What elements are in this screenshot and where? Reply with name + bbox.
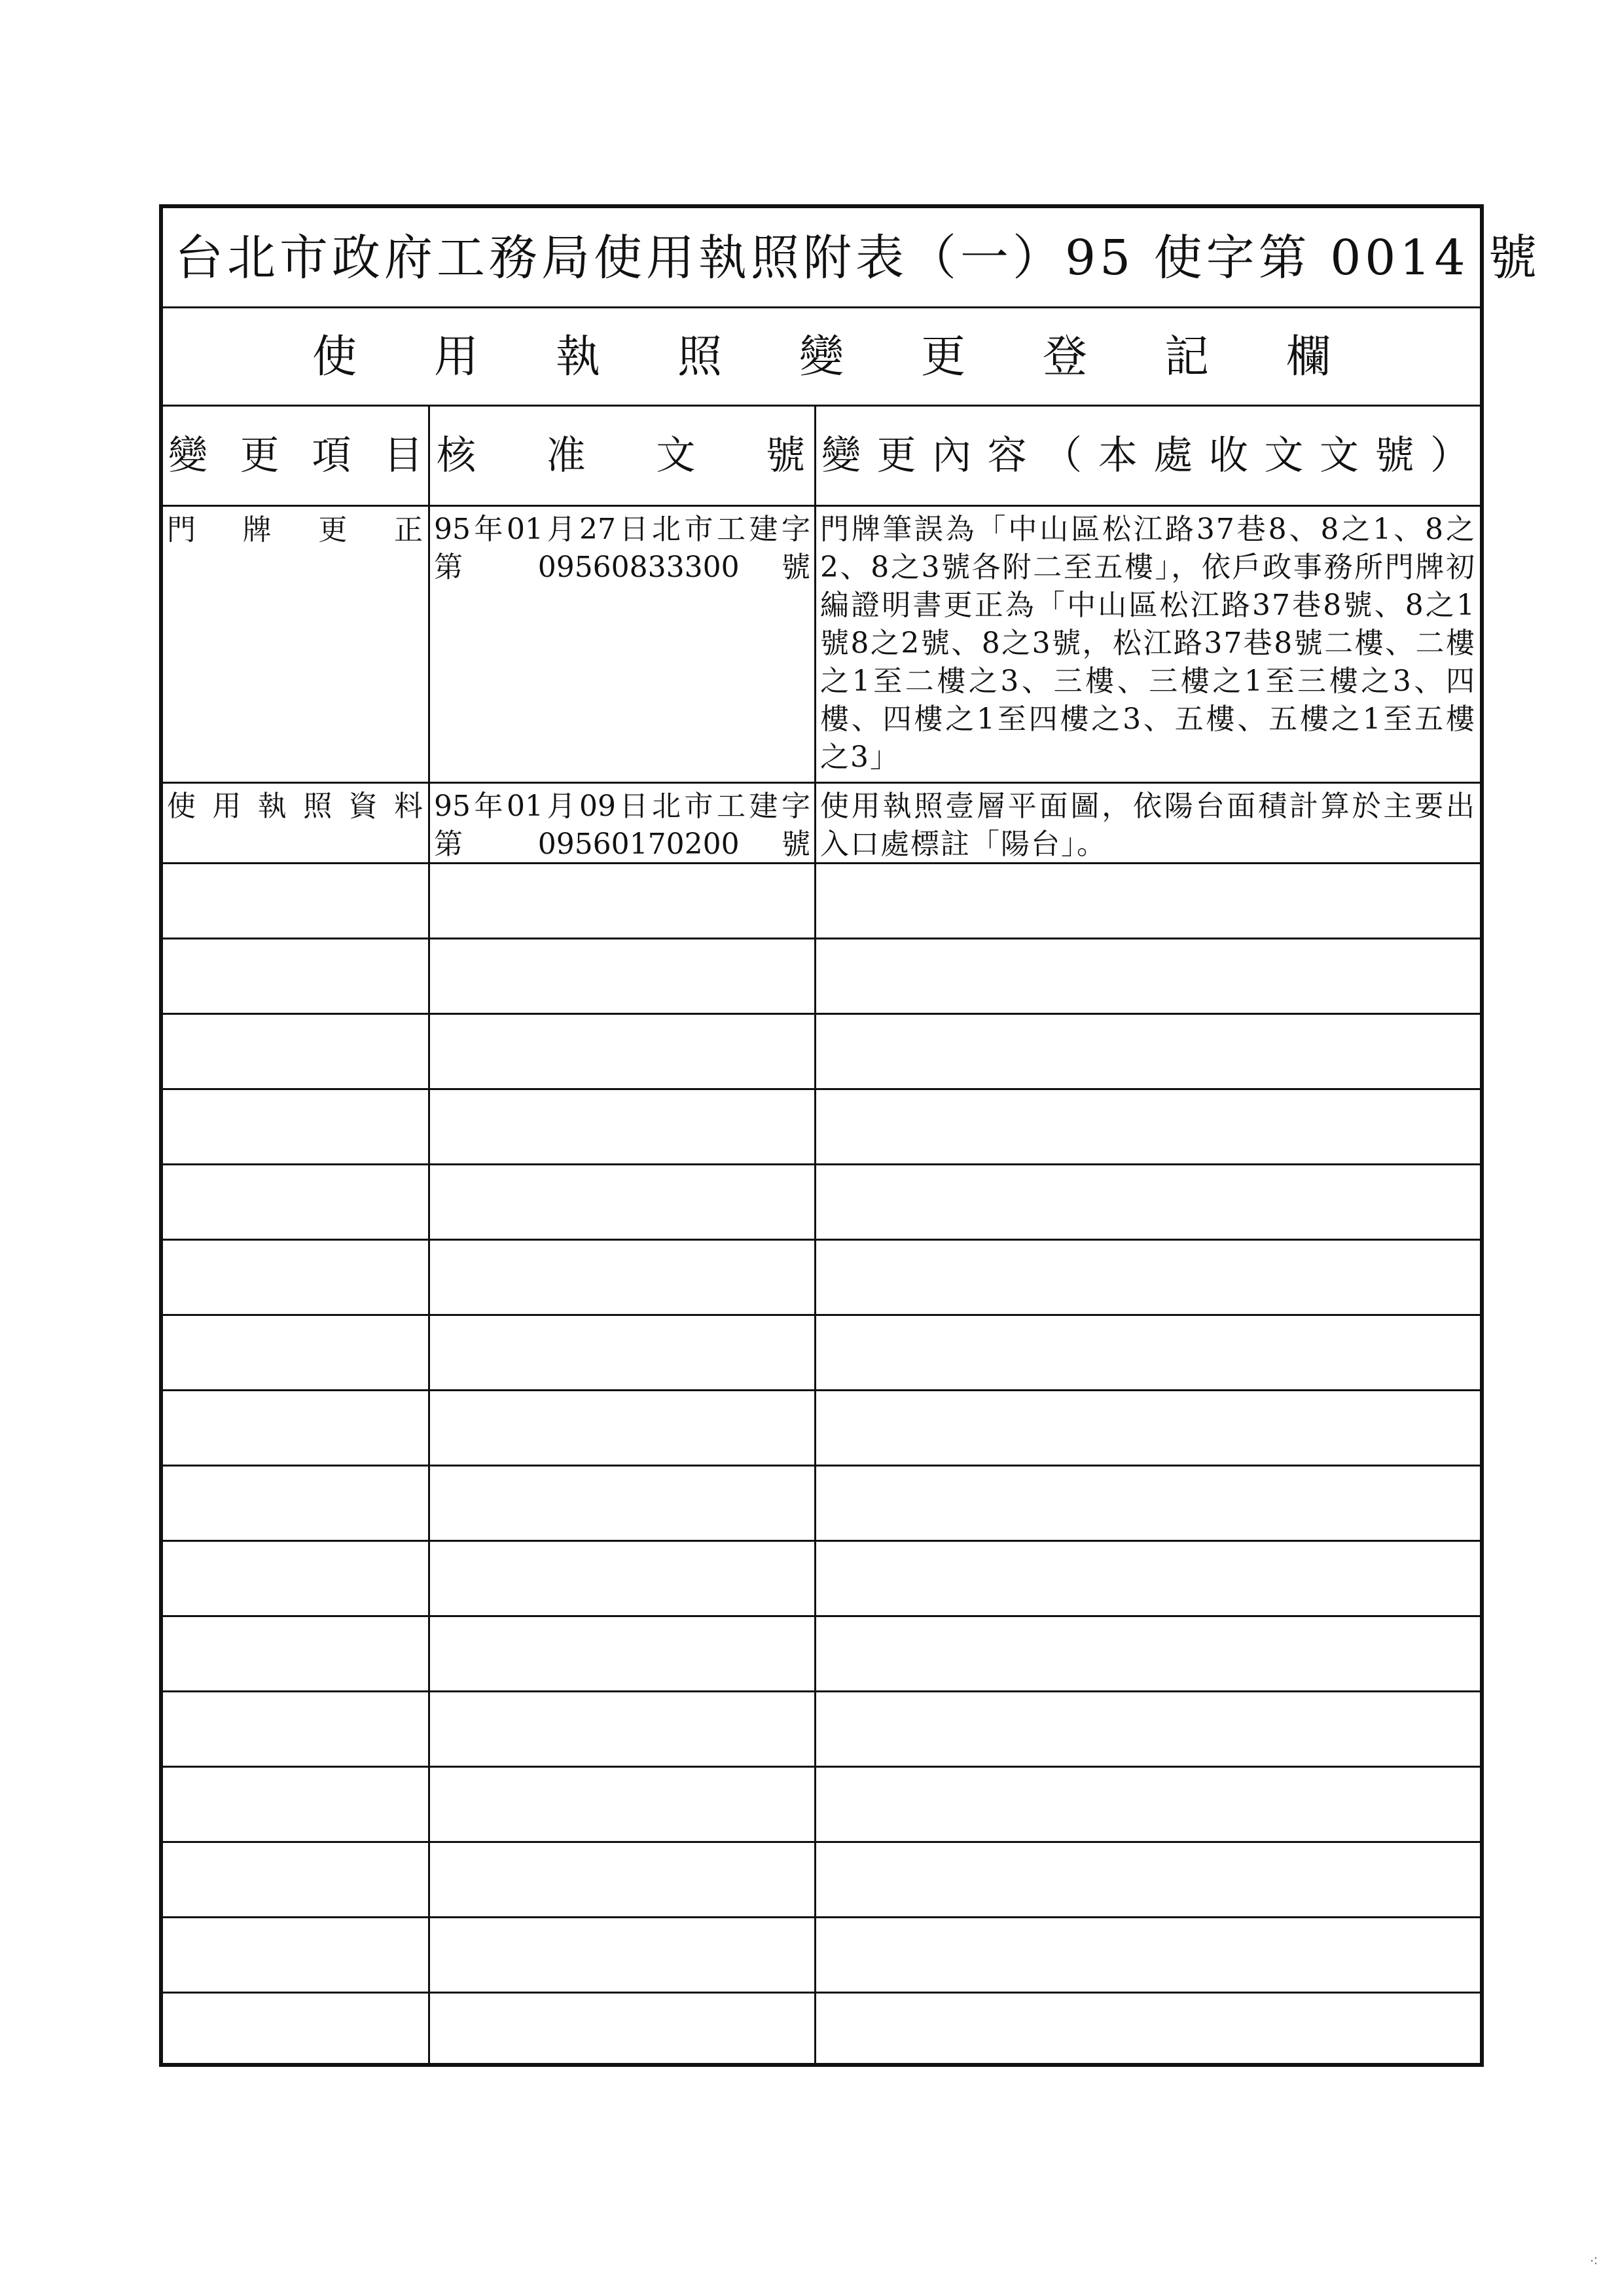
empty-row-divider xyxy=(163,1465,1480,1467)
empty-row-divider xyxy=(163,1841,1480,1843)
column-divider xyxy=(428,407,430,2063)
empty-row-divider xyxy=(163,1389,1480,1391)
empty-row-divider xyxy=(163,1766,1480,1768)
empty-row-divider xyxy=(163,1013,1480,1015)
header-item: 變更項目 xyxy=(168,433,423,479)
empty-row-divider xyxy=(163,1690,1480,1692)
register-table xyxy=(159,204,1541,2067)
row1-approval-date: 95年01月27日北市工建字 xyxy=(434,513,810,546)
row1-approval xyxy=(430,507,814,591)
row2-approval-number: 第 09560170200 號 xyxy=(434,828,810,861)
row2-approval xyxy=(430,784,814,867)
empty-row-divider xyxy=(163,1163,1480,1165)
row1-item: 門牌更正 xyxy=(167,513,424,547)
subtitle-row xyxy=(163,308,1480,407)
empty-row-divider xyxy=(163,1088,1480,1090)
empty-row-divider xyxy=(163,938,1480,939)
empty-row-divider xyxy=(163,1615,1480,1617)
table-subtitle: 使用執照變更登記欄 xyxy=(312,331,1408,383)
row2-approval-date: 95年01月09日北市工建字 xyxy=(434,790,810,823)
row1-content: 門牌筆誤為「中山區松江路37巷8、8之1、8之2、8之3號各附二至五樓」，依戶政事務所門牌初編證明書更正為「中山區松江路37巷8號、8之1號8之2號、8之3號，松江路37巷8號二樓、二樓之1至二樓之3、三樓、三樓之1至三樓之3、四樓、四樓之1至四樓之3、五樓、五樓之1至五樓之3」 xyxy=(820,513,1476,774)
header-content: 變更內容（本處收文文號） xyxy=(821,433,1469,479)
row1-approval-number: 第 09560833300 號 xyxy=(434,551,810,584)
empty-row-divider xyxy=(163,1540,1480,1542)
header-approval-no: 核准文號 xyxy=(437,433,805,479)
empty-row-divider xyxy=(163,1314,1480,1316)
empty-row-divider xyxy=(163,1992,1480,1994)
empty-row-divider xyxy=(163,1239,1480,1241)
row2-item: 使用執照資料 xyxy=(167,790,424,823)
row-divider xyxy=(163,862,1480,864)
table-grid xyxy=(163,407,1480,2063)
document-title: 台北市政府工務局使用執照附表（一）95 使字第 0014 號 xyxy=(175,230,1541,286)
scan-speck: ⁖ xyxy=(1589,2252,1599,2270)
row2-content: 使用執照壹層平面圖，依陽台面積計算於主要出入口處標註「陽台」。 xyxy=(820,790,1476,861)
title-row xyxy=(163,208,1541,308)
empty-row-divider xyxy=(163,1916,1480,1918)
